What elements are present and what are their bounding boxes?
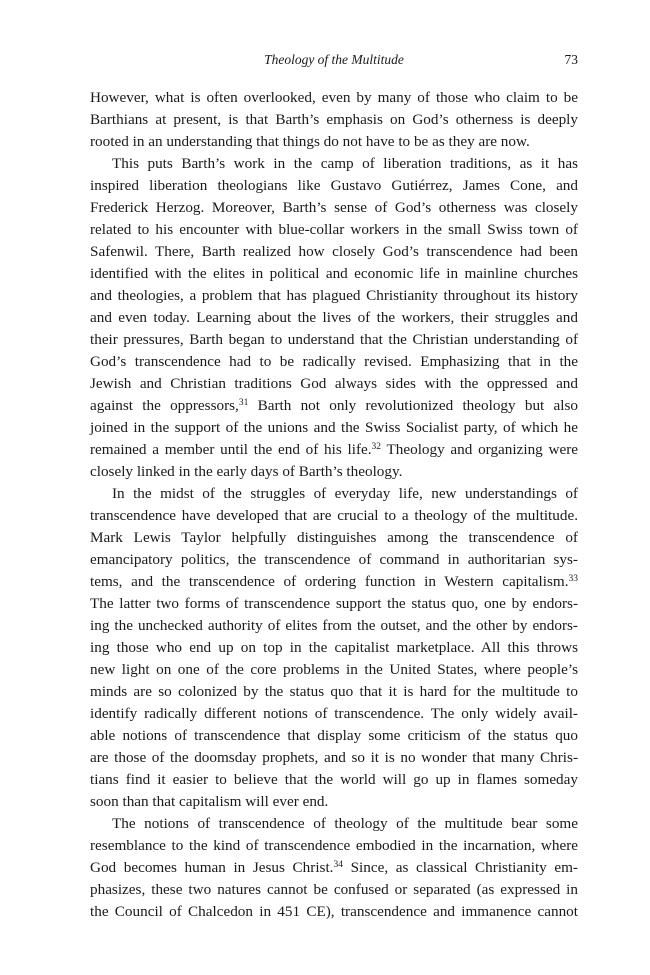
- line-text: identify radically different notions of transcendence. The only widely avail-: [90, 705, 578, 722]
- line-text: Safenwil. There, Barth realized how closely God’s transcendence had been: [90, 243, 578, 260]
- text-line: [90, 197, 578, 219]
- text-line: [90, 571, 578, 593]
- line-text: God’s transcendence had to be radically revised. Emphasizing that in the: [90, 353, 578, 370]
- line-text: ing the unchecked authority of elites from the outset, and the other by endors-: [90, 617, 578, 634]
- text-line: [90, 461, 578, 483]
- line-text: new light on one of the core problems in the United States, where people’s: [90, 661, 578, 678]
- text-line: [90, 263, 578, 285]
- text-line: [90, 549, 578, 571]
- text-line: [90, 593, 578, 615]
- text-line: [90, 395, 578, 417]
- footnote-marker: 33: [568, 574, 578, 584]
- line-text: their pressures, Barth began to understand that the Christian understanding of: [90, 331, 578, 348]
- text-line: [90, 879, 578, 901]
- text-line: [90, 747, 578, 769]
- text-line: [90, 109, 578, 131]
- text-line: [90, 483, 578, 505]
- line-text: minds are so colonized by the status quo that it is hard for the multitude to: [90, 683, 578, 700]
- line-text: Barthians at present, is that Barth’s emphasis on God’s otherness is deeply: [90, 111, 578, 128]
- line-text: inspired liberation theologians like Gustavo Gutiérrez, James Cone, and: [90, 177, 578, 194]
- line-text: joined in the support of the unions and the Swiss Socialist party, of which he: [90, 419, 578, 436]
- paragraph: [90, 813, 578, 923]
- paragraph: [90, 153, 578, 483]
- text-line: [90, 703, 578, 725]
- line-text: tians find it easier to believe that the world will go up in flames someday: [90, 771, 578, 788]
- line-text: soon than that capitalism will ever end.: [90, 793, 329, 810]
- text-line: [90, 439, 578, 461]
- text-line: [90, 725, 578, 747]
- line-text: God becomes human in Jesus Christ.: [90, 859, 334, 876]
- line-text: Mark Lewis Taylor helpfully distinguishes among the transcendence of: [90, 529, 578, 546]
- text-line: [90, 901, 578, 923]
- text-line: [90, 373, 578, 395]
- running-header: [90, 52, 578, 72]
- line-text: remained a member until the end of his life.: [90, 441, 372, 458]
- line-text: tems, and the transcendence of ordering function in Western capitalism.: [90, 573, 569, 590]
- body-text: [90, 87, 578, 923]
- line-text: and even today. Learning about the lives of the workers, their struggles and: [90, 309, 578, 326]
- text-line: [90, 769, 578, 791]
- text-line: [90, 857, 578, 879]
- line-text: The latter two forms of transcendence support the status quo, one by endors-: [90, 595, 578, 612]
- text-line: [90, 659, 578, 681]
- text-line: [90, 241, 578, 263]
- text-line: [90, 615, 578, 637]
- line-text: In the midst of the struggles of everyday life, new understandings of: [112, 485, 578, 502]
- line-text: The notions of transcendence of theology of the multitude bear some: [112, 815, 578, 832]
- line-text-continued: Since, as classical Christianity em-: [342, 859, 578, 876]
- text-line: [90, 417, 578, 439]
- line-text: against the oppressors,: [90, 397, 239, 414]
- line-text: rooted in an understanding that things do not have to be as they are now.: [90, 133, 530, 150]
- text-line: [90, 131, 578, 153]
- line-text: ing those who end up on top in the capitalist marketplace. All this throws: [90, 639, 578, 656]
- paragraph: [90, 87, 578, 153]
- line-text: emancipatory politics, the transcendence of command in authoritarian sys-: [90, 551, 578, 568]
- line-text: However, what is often overlooked, even by many of those who claim to be: [90, 89, 578, 106]
- paragraph: [90, 483, 578, 813]
- line-text: able notions of transcendence that display some criticism of the status quo: [90, 727, 578, 744]
- line-text: transcendence have developed that are crucial to a theology of the multitude.: [90, 507, 578, 524]
- line-text: the Council of Chalcedon in 451 CE), transcendence and immanence cannot: [90, 903, 578, 920]
- line-text: Jewish and Christian traditions God always sides with the oppressed and: [90, 375, 578, 392]
- text-line: [90, 791, 578, 813]
- line-text: closely linked in the early days of Barth’s theology.: [90, 463, 403, 480]
- text-line: [90, 307, 578, 329]
- line-text: and theologies, a problem that has plagued Christianity throughout its history: [90, 287, 578, 304]
- text-line: [90, 527, 578, 549]
- text-line: [90, 835, 578, 857]
- text-line: [90, 175, 578, 197]
- page-number: 73: [564, 52, 578, 67]
- text-line: [90, 637, 578, 659]
- line-text-continued: Theology and organizing were: [381, 441, 578, 458]
- text-line: [90, 505, 578, 527]
- line-text: This puts Barth’s work in the camp of liberation traditions, as it has: [112, 155, 578, 172]
- text-line: [90, 813, 578, 835]
- line-text: are those of the doomsday prophets, and so it is no wonder that many Chris-: [90, 749, 578, 766]
- line-text-continued: Barth not only revolutionized theology but also: [248, 397, 578, 414]
- text-line: [90, 329, 578, 351]
- text-line: [90, 219, 578, 241]
- line-text: phasizes, these two natures cannot be confused or separated (as expressed in: [90, 881, 578, 898]
- line-text: identified with the elites in political and economic life in mainline churches: [90, 265, 578, 282]
- running-title: Theology of the Multitude: [264, 52, 404, 67]
- text-line: [90, 351, 578, 373]
- footnote-marker: 34: [333, 860, 343, 870]
- text-line: [90, 285, 578, 307]
- footnote-marker: 31: [238, 398, 249, 408]
- line-text: related to his encounter with blue-collar workers in the small Swiss town of: [90, 221, 578, 238]
- text-line: [90, 87, 578, 109]
- text-line: [90, 153, 578, 175]
- line-text: Frederick Herzog. Moreover, Barth’s sense of God’s otherness was closely: [90, 199, 578, 216]
- line-text: resemblance to the kind of transcendence embodied in the incarnation, where: [90, 837, 578, 854]
- text-line: [90, 681, 578, 703]
- footnote-marker: 32: [371, 442, 382, 452]
